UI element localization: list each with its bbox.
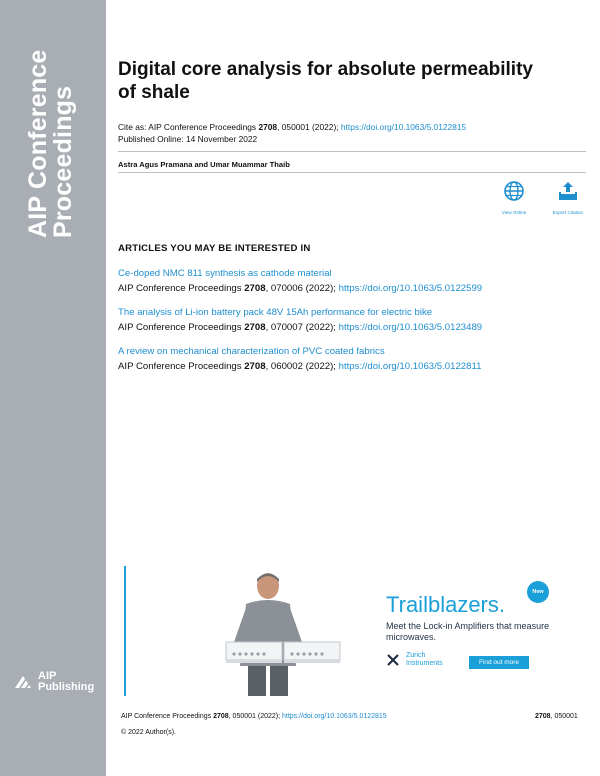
series-title-line2: Proceedings [49,85,77,238]
zurich-name [406,652,443,668]
footer-rest: , 050001 (2022); [228,713,282,720]
related-title[interactable]: The analysis of Li-ion battery pack 48V 15Ah performance for electric bike [118,307,433,318]
ad-accent-bar [124,566,126,696]
aip-logo-icon [12,670,36,694]
cite-volume: 2708 [258,122,278,132]
aip-logo-text [38,671,94,693]
related-volume: 2708 [244,361,266,372]
cite-prefix: Cite as: AIP Conference Proceedings [118,122,259,132]
related-ref [118,361,481,372]
related-journal: AIP Conference Proceedings [118,322,245,333]
cite-doi-link[interactable]: https://doi.org/10.1063/5.0122815 [340,122,467,132]
export-citation-label: Export Citation [552,210,584,215]
related-doi-link[interactable]: https://doi.org/10.1063/5.0122811 [338,361,482,372]
published-date: Published Online: 14 November 2022 [118,134,258,144]
view-online-label: View Online [501,210,527,215]
copyright: © 2022 Author(s). [121,729,176,736]
related-volume: 2708 [244,322,266,333]
related-heading: ARTICLES YOU MAY BE INTERESTED IN [118,243,311,254]
sidebar [0,0,106,776]
footer-page-number [535,713,578,720]
related-ref [118,322,482,333]
zurich-line2: Instruments [406,660,443,667]
footer-page-volume: 2708 [535,713,551,720]
zurich-x-icon [386,653,400,667]
series-title [26,49,76,238]
divider [118,151,586,152]
series-title-line1: AIP Conference [24,49,52,238]
view-online-button[interactable] [494,180,534,215]
divider [118,172,586,173]
export-icon [557,180,579,202]
advertisement-banner[interactable] [124,566,587,696]
export-citation-button[interactable] [548,180,588,215]
globe-icon [503,180,525,202]
aip-logo-line2: Publishing [38,681,95,693]
ad-headline: Trailblazers. [386,592,505,617]
related-title[interactable]: A review on mechanical characterization of PVC coated fabrics [118,346,385,357]
related-volume: 2708 [244,283,266,294]
related-journal: AIP Conference Proceedings [118,283,245,294]
find-out-more-button[interactable]: Find out more [469,656,529,669]
aip-publishing-logo[interactable] [12,670,94,694]
cite-rest: , 050001 (2022); [277,122,341,132]
new-badge: New [527,581,549,603]
related-title[interactable]: Ce-doped NMC 811 synthesis as cathode material [118,268,332,279]
cite-line [118,122,466,132]
ad-subtitle: Meet the Lock-in Amplifiers that measure microwaves. [386,621,550,642]
related-doi-link[interactable]: https://doi.org/10.1063/5.0122599 [338,283,483,294]
related-rest: , 070007 (2022); [265,322,339,333]
footer-page-id: , 050001 [550,713,578,720]
article-title: Digital core analysis for absolute permeability of shale [118,59,533,103]
zurich-instruments-logo [386,652,443,668]
zurich-line1: Zurich [406,652,426,659]
related-ref [118,283,482,294]
related-doi-link[interactable]: https://doi.org/10.1063/5.0123489 [338,322,483,333]
person-holding-instrument-image [176,570,356,696]
related-rest: , 060002 (2022); [265,361,339,372]
related-journal: AIP Conference Proceedings [118,361,245,372]
footer-volume: 2708 [213,713,229,720]
footer-citation [121,713,387,720]
authors[interactable]: Astra Agus Pramana and Umar Muammar Thaib [118,160,290,169]
related-rest: , 070006 (2022); [265,283,339,294]
aip-logo-line1: AIP [38,670,57,682]
footer-journal: AIP Conference Proceedings [121,713,214,720]
footer-doi-link[interactable]: https://doi.org/10.1063/5.0122815 [282,713,387,720]
